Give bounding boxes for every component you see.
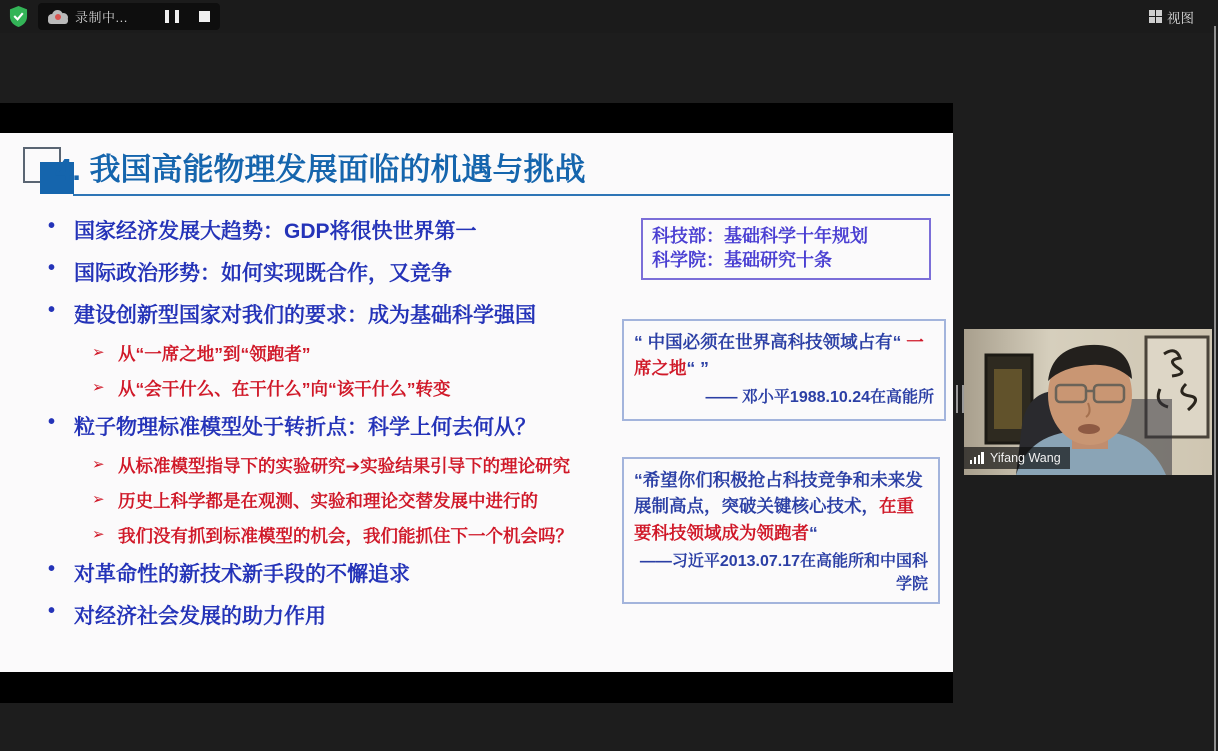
policy-box bbox=[641, 218, 931, 280]
arrow-icon: ➢ bbox=[92, 491, 105, 508]
bullet-icon: • bbox=[48, 558, 56, 580]
view-button[interactable] bbox=[1149, 5, 1194, 28]
bullet-text: 从“会干什么、在干什么”向“该干什么”转变 bbox=[118, 379, 451, 399]
quote-box-xi bbox=[622, 457, 940, 604]
speaker-name: Yifang Wang bbox=[990, 451, 1061, 465]
policy-line: 科技部：基础科学十年规划 bbox=[652, 226, 868, 246]
quote-text: “ ” bbox=[686, 358, 709, 379]
bullet-icon: • bbox=[48, 257, 56, 279]
page-title: 4. 我国高能物理发展面临的机遇与挑战 bbox=[55, 152, 586, 187]
presentation-slide bbox=[0, 133, 953, 672]
pause-icon bbox=[165, 10, 169, 23]
arrow-icon: ➢ bbox=[92, 344, 105, 361]
quote-highlight: 一席之地 bbox=[634, 332, 924, 379]
bullet-text: 我们没有抓到标准模型的机会，我们能抓住下一个机会吗？ bbox=[118, 526, 573, 546]
bullet-icon: • bbox=[48, 411, 56, 433]
quote-attribution: —— 邓小平1988.10.24在高能所 bbox=[705, 388, 934, 406]
security-shield-icon[interactable] bbox=[9, 6, 28, 27]
list-item bbox=[48, 600, 658, 642]
topbar bbox=[0, 0, 1218, 33]
list-item bbox=[48, 558, 658, 600]
pause-recording-button[interactable] bbox=[165, 10, 179, 23]
bullet-icon: • bbox=[48, 299, 56, 321]
quote-box-deng bbox=[622, 319, 946, 421]
screen-share-stage bbox=[0, 103, 953, 703]
bullet-text: 对革命性的新技术新手段的不懈追求 bbox=[74, 563, 410, 586]
bullet-list bbox=[48, 215, 658, 642]
quote-text: “希望你们积极抢占科技竞争和未来发展制高点，突破关键核心技术， bbox=[634, 470, 923, 517]
bullet-text: 国际政治形势：如何实现既合作，又竞争 bbox=[74, 262, 452, 285]
list-item bbox=[48, 453, 658, 488]
arrow-icon: ➢ bbox=[92, 456, 105, 473]
video-panel-drag-handle[interactable] bbox=[956, 385, 964, 413]
bullet-text: 从标准模型指导下的实验研究➔实验结果引导下的理论研究 bbox=[118, 456, 571, 476]
recording-pill bbox=[38, 3, 220, 30]
view-button-label: 视图 bbox=[1167, 10, 1194, 26]
cloud-recording-icon bbox=[48, 10, 68, 24]
window-right-edge bbox=[1214, 26, 1216, 751]
bullet-text: 对经济社会发展的助力作用 bbox=[74, 605, 326, 628]
list-item bbox=[48, 411, 658, 453]
bullet-text: 从“一席之地”到“领跑者” bbox=[118, 344, 311, 364]
speaker-video[interactable] bbox=[964, 329, 1212, 475]
bullet-icon: • bbox=[48, 215, 56, 237]
signal-bars-icon bbox=[970, 452, 985, 464]
quote-text: “ bbox=[809, 522, 818, 543]
bullet-text: 历史上科学都是在观测、实验和理论交替发展中进行的 bbox=[118, 491, 538, 511]
list-item bbox=[48, 299, 658, 341]
list-item bbox=[48, 257, 658, 299]
speaker-name-badge bbox=[964, 447, 1070, 469]
policy-line: 科学院：基础研究十条 bbox=[652, 249, 832, 270]
list-item bbox=[48, 523, 658, 558]
arrow-icon: ➢ bbox=[92, 379, 105, 396]
quote-attribution: ——习近平2013.07.17在高能所和中国科学院 bbox=[639, 552, 928, 593]
title-underline bbox=[73, 194, 950, 196]
list-item bbox=[48, 215, 658, 257]
recording-status-label: 录制中... bbox=[75, 10, 128, 25]
stop-recording-button[interactable] bbox=[199, 11, 210, 22]
list-item bbox=[48, 488, 658, 523]
arrow-icon: ➢ bbox=[92, 526, 105, 543]
grid-view-icon bbox=[1149, 10, 1162, 23]
bullet-text: 建设创新型国家对我们的要求：成为基础科学强国 bbox=[74, 304, 536, 327]
bullet-icon: • bbox=[48, 600, 56, 622]
pause-icon bbox=[175, 10, 179, 23]
quote-highlight: 在重要科技领域成为领跑者 bbox=[634, 496, 914, 543]
bullet-text: 粒子物理标准模型处于转折点：科学上何去何从？ bbox=[74, 416, 536, 439]
list-item bbox=[48, 376, 658, 411]
bullet-text: 国家经济发展大趋势：GDP将很快世界第一 bbox=[74, 220, 477, 243]
quote-text: “ 中国必须在世界高科技领域占有“ bbox=[634, 332, 907, 352]
list-item bbox=[48, 341, 658, 376]
